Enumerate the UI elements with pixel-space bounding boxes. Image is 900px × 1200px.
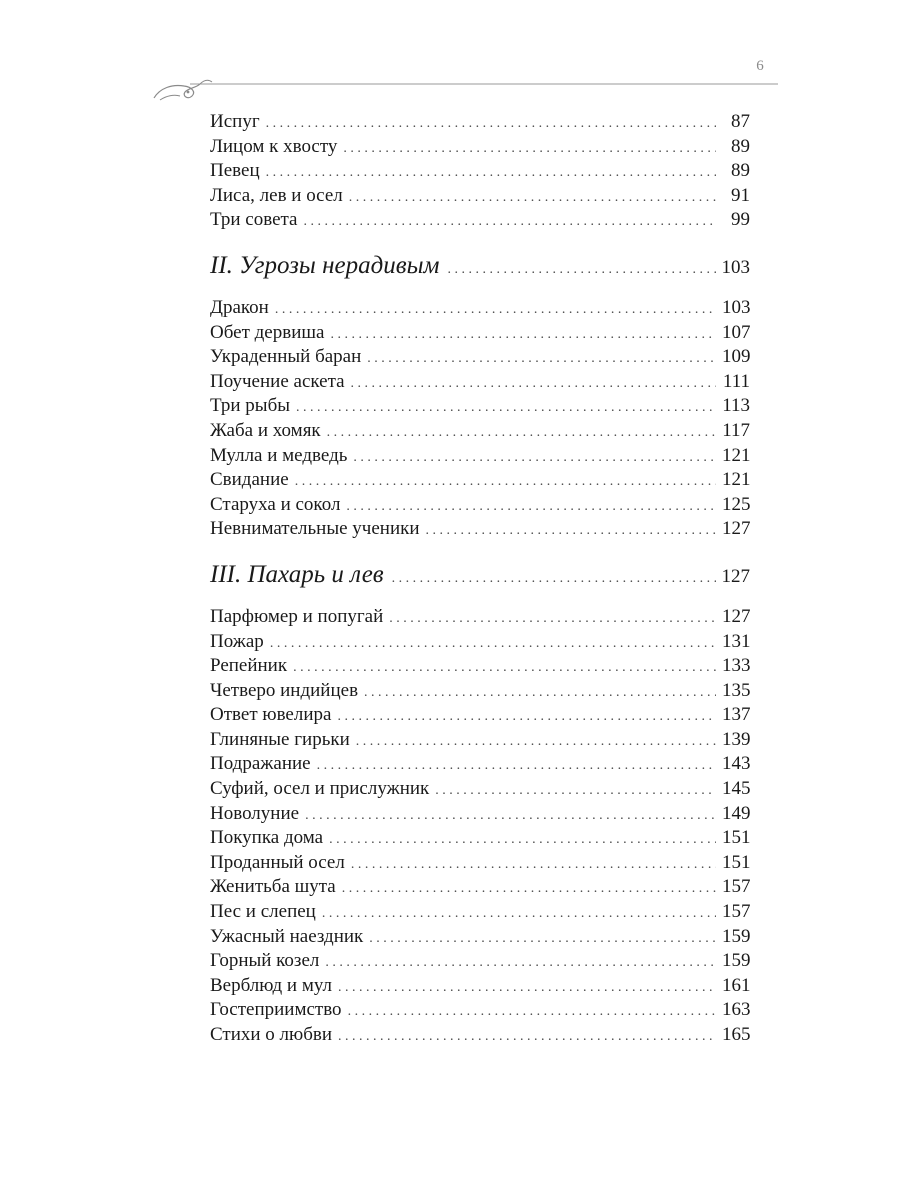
entry-page-number: 139 xyxy=(722,728,751,750)
entry-page-number: 91 xyxy=(731,184,750,206)
toc-entry xyxy=(210,679,750,704)
leader-dots xyxy=(327,421,716,446)
toc-entry xyxy=(210,135,750,160)
section-title: III. Пахарь и лев xyxy=(210,560,384,588)
entry-title: Ответ ювелира xyxy=(210,704,332,726)
entry-title: Дракон xyxy=(210,296,269,318)
entry-page-number: 145 xyxy=(722,778,751,800)
entry-title: Испуг xyxy=(210,111,260,132)
leader-dots xyxy=(266,161,716,186)
page-number: 6 xyxy=(756,58,764,74)
entry-page-number: 163 xyxy=(722,999,751,1021)
toc-entry xyxy=(210,654,750,679)
entry-title: Женитьба шута xyxy=(210,876,336,898)
entry-page-number: 99 xyxy=(731,209,750,231)
leader-dots xyxy=(338,1025,716,1050)
section-heading xyxy=(210,250,750,282)
toc-entry xyxy=(210,493,750,518)
entry-page-number: 149 xyxy=(722,802,751,824)
toc-entry xyxy=(210,925,750,950)
toc-entry xyxy=(210,728,750,753)
leader-dots xyxy=(364,681,716,706)
leader-dots xyxy=(342,877,716,902)
entry-title: Подражание xyxy=(210,753,311,775)
entry-title: Три рыбы xyxy=(210,395,290,417)
leader-dots xyxy=(270,632,716,657)
toc-entry xyxy=(210,1023,750,1048)
leader-dots xyxy=(330,323,716,348)
entry-title: Ужасный наездник xyxy=(210,925,364,947)
entry-page-number: 133 xyxy=(722,655,751,677)
toc-entry xyxy=(210,777,750,802)
leader-dots xyxy=(295,470,716,495)
leader-dots xyxy=(349,186,716,211)
leader-dots xyxy=(317,754,716,779)
entry-page-number: 87 xyxy=(731,111,750,132)
entry-page-number: 159 xyxy=(722,950,751,972)
leader-dots xyxy=(305,804,716,829)
entry-title: Новолуние xyxy=(210,802,300,824)
toc-entry xyxy=(210,949,750,974)
page-header xyxy=(0,0,900,110)
entry-title: Лиса, лев и осел xyxy=(210,184,343,206)
leader-dots xyxy=(329,828,716,853)
entry-title: Невнимательные ученики xyxy=(210,518,420,540)
leader-dots xyxy=(447,254,715,286)
leader-dots xyxy=(275,298,716,323)
leader-dots xyxy=(322,902,716,927)
entry-page-number: 131 xyxy=(722,630,751,652)
leader-dots xyxy=(338,976,716,1001)
entry-page-number: 89 xyxy=(731,135,750,157)
leader-dots xyxy=(392,563,716,595)
entry-title: Жаба и хомяк xyxy=(210,419,321,441)
leader-dots xyxy=(293,656,716,681)
toc-entry xyxy=(210,370,750,395)
entry-title: Парфюмер и попугай xyxy=(210,605,384,627)
toc-entry xyxy=(210,321,750,346)
leader-dots xyxy=(348,1000,716,1025)
entry-page-number: 165 xyxy=(722,1024,751,1045)
section-page-number: 127 xyxy=(721,565,750,587)
entry-title: Четверо индийцев xyxy=(210,679,359,701)
entry-page-number: 143 xyxy=(722,753,751,775)
entry-page-number: 111 xyxy=(722,370,750,392)
entry-page-number: 121 xyxy=(722,469,751,491)
section-title: II. Угрозы нерадивым xyxy=(210,251,440,279)
entry-title: Гостеприимство xyxy=(210,999,342,1021)
toc-entry xyxy=(210,159,750,184)
entry-page-number: 107 xyxy=(722,321,751,343)
entry-title: Пес и слепец xyxy=(210,901,316,923)
table-of-contents xyxy=(210,110,750,1048)
toc-entry xyxy=(210,345,750,370)
entry-page-number: 127 xyxy=(722,605,751,627)
leader-dots xyxy=(367,347,716,372)
entry-title: Свидание xyxy=(210,469,289,491)
toc-entry xyxy=(210,468,750,493)
entry-title: Стихи о любви xyxy=(210,1024,333,1045)
entry-page-number: 125 xyxy=(722,493,751,515)
entry-title: Покупка дома xyxy=(210,827,324,849)
entry-page-number: 89 xyxy=(731,160,750,182)
entry-title: Певец xyxy=(210,160,260,182)
leader-dots xyxy=(351,372,716,397)
entry-page-number: 157 xyxy=(722,901,751,923)
leader-dots xyxy=(266,112,716,137)
toc-entry xyxy=(210,900,750,925)
toc-entry xyxy=(210,184,750,209)
entry-title: Мулла и медведь xyxy=(210,444,348,466)
toc-entry xyxy=(210,296,750,321)
toc-entry xyxy=(210,851,750,876)
toc-entry xyxy=(210,875,750,900)
entry-title: Глиняные гирьки xyxy=(210,728,350,750)
toc-entry xyxy=(210,802,750,827)
toc-entry xyxy=(210,605,750,630)
leader-dots xyxy=(369,927,716,952)
entry-page-number: 103 xyxy=(722,296,751,318)
entry-title: Репейник xyxy=(210,655,288,677)
section-page-number: 103 xyxy=(721,256,750,278)
leader-dots xyxy=(435,779,716,804)
toc-entry xyxy=(210,517,750,542)
entry-title: Пожар xyxy=(210,630,264,652)
leader-dots xyxy=(346,495,716,520)
entry-page-number: 113 xyxy=(722,395,750,417)
entry-title: Украденный баран xyxy=(210,346,362,368)
entry-title: Горный козел xyxy=(210,950,320,972)
entry-title: Обет дервиша xyxy=(210,321,325,343)
leader-dots xyxy=(426,519,716,544)
entry-title: Проданный осел xyxy=(210,851,345,873)
entry-page-number: 161 xyxy=(722,974,751,996)
leader-dots xyxy=(356,730,716,755)
toc-entry xyxy=(210,444,750,469)
entry-page-number: 127 xyxy=(722,518,751,540)
leader-dots xyxy=(337,705,716,730)
entry-page-number: 109 xyxy=(722,346,751,368)
leader-dots xyxy=(351,853,716,878)
toc-entry xyxy=(210,419,750,444)
entry-title: Три совета xyxy=(210,209,298,231)
entry-page-number: 121 xyxy=(722,444,751,466)
leader-dots xyxy=(353,446,716,471)
toc-entry xyxy=(210,998,750,1023)
entry-page-number: 137 xyxy=(722,704,751,726)
entry-page-number: 159 xyxy=(722,925,751,947)
leader-dots xyxy=(389,607,716,632)
toc-entry xyxy=(210,826,750,851)
entry-title: Лицом к хвосту xyxy=(210,135,338,157)
toc-entry xyxy=(210,394,750,419)
leader-dots xyxy=(304,210,717,235)
leader-dots xyxy=(343,137,716,162)
entry-page-number: 157 xyxy=(722,876,751,898)
toc-entry xyxy=(210,752,750,777)
entry-page-number: 135 xyxy=(722,679,751,701)
toc-entry xyxy=(210,208,750,233)
toc-entry xyxy=(210,703,750,728)
entry-page-number: 151 xyxy=(722,827,751,849)
toc-entry xyxy=(210,110,750,135)
leader-dots xyxy=(325,951,716,976)
entry-title: Суфий, осел и прислужник xyxy=(210,778,430,800)
entry-page-number: 117 xyxy=(722,419,750,441)
leader-dots xyxy=(296,396,716,421)
entry-title: Поучение аскета xyxy=(210,370,345,392)
toc-entry xyxy=(210,974,750,999)
entry-page-number: 151 xyxy=(722,851,751,873)
entry-title: Верблюд и мул xyxy=(210,974,333,996)
entry-title: Старуха и сокол xyxy=(210,493,341,515)
toc-entry xyxy=(210,630,750,655)
section-heading xyxy=(210,559,750,591)
flourish-ornament-icon xyxy=(150,70,780,110)
